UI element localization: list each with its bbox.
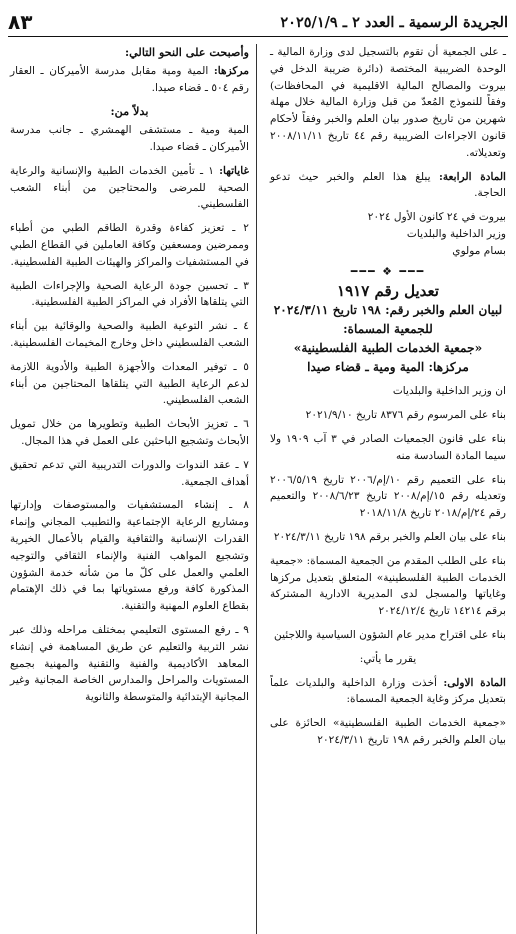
goal-9: ٩ ـ رفع المستوى التعليمي بمختلف مراحله وذلك عبر نشر التربية والتعليم عن طريق المساهمة في إنشاء المعاهد الأكاديمية والفنية والتقنية والمهنية بجميع المستويات والمراحل والمدارس الخاصة المجانية وغير المجانية الإبتدائية والمتوسطة والثانوية xyxy=(10,623,249,704)
basis-circulars: بناء على التعميم رقم ١٠/إم/٢٠٠٦ تاريخ ٢٠٠٦/٥/١٩ وتعديله رقم ١٥/إم/٢٠٠٨ تاريخ ٢٠٠٨/٦/٢٣ والتعميم رقم ٢٤/إم/٢٠١٨ تاريخ ٢٠١٨/١١/٨ xyxy=(270,473,506,520)
left-column xyxy=(10,44,249,713)
basis-request: بناء على الطلب المقدم من الجمعية المسماة: «جمعية الخدمات الطبية الفلسطينية» المتعلق بتعديل مركزها وغاياتها والمسجل لدى المديرية الادارية المشتركة برقم ١٤٢١٤ تاريخ ٢٠٢٤/١٢/٤ xyxy=(270,554,506,618)
goal-7: ٧ ـ عقد الندوات والدورات التدريبية التي تدعم تحقيق أهداف الجمعية. xyxy=(10,458,249,488)
article-1-continued: «جمعية الخدمات الطبية الفلسطينية» الحائزة على بيان العلم والخبر رقم ١٩٨ تاريخ ٢٠٢٤/٣/١١ xyxy=(270,717,506,746)
minister-intro: ان وزير الداخلية والبلديات xyxy=(392,385,506,398)
basis-law: بناء على قانون الجمعيات الصادر في ٣ آب ١٩٠٩ ولا سيما المادة السادسة منه xyxy=(270,432,506,462)
goal-6: ٦ ـ تعزيز الأبحاث الطبية وتطويرها من خلال تمويل الأبحاث وتشجيع الباحثين على العمل في هذا المجال. xyxy=(10,418,249,447)
section-separator: ━━━ ❖ ━━━ xyxy=(350,264,426,278)
article-1-label: المادة الاولى: xyxy=(443,676,506,689)
basis-proposal: بناء على اقتراح مدير عام الشؤون السياسية واللاجئين xyxy=(274,628,506,641)
goal-8: ٨ ـ إنشاء المستشفيات والمستوصفات وإدارتها ومشاريع الرعاية الإجتماعية والتطبيب المجاني وإنماء القدرات الإنسانية والثقافية والقيام بالأعمال الخيرية وتشجيع المواهب الفنية والإنماء الثقافي والتوجيه العلمي والعمل على كلّ ما من شأنه خدمة الشؤون المذكورة كافة ورفع مستوياتها بما في ذلك الإهتمام بقطاع العلوم المهنية والتقنية. xyxy=(10,499,249,613)
goal-4: ٤ ـ نشر التوعية الطبية والصحية والوقائية بين أبناء الشعب الفلسطيني داخل وخارج المخيمات الفلسطينية. xyxy=(10,320,249,349)
basis-statement: بناء على بيان العلم والخبر برقم ١٩٨ تاريخ ٢٠٢٤/٣/١١ xyxy=(273,530,506,543)
minister-name: بسام مولوي xyxy=(452,244,506,257)
page-header xyxy=(8,8,508,37)
old-headquarters: المية ومية ـ مستشفى الهمشري ـ جانب مدرسة الأميركان ـ قضاء صيدا. xyxy=(10,124,249,153)
article-4-label: المادة الرابعة: xyxy=(438,170,507,183)
article-1 xyxy=(270,675,506,709)
goal-1 xyxy=(10,163,249,213)
article-4 xyxy=(270,169,506,203)
column-divider xyxy=(256,44,257,934)
amendment-hq: مركزها: المية ومية ـ قضاء صيدا xyxy=(307,360,469,375)
amendment-assoc-name: «جمعية الخدمات الطبية الفلسطينية» xyxy=(293,341,483,356)
basis-decree: بناء على المرسوم رقم ٨٣٧٦ تاريخ ٢٠٢١/٩/١٠ xyxy=(305,409,506,422)
article-1-text: أخذت وزارة الداخلية والبلديات علماً بتعديل مركز وغاية الجمعية المسماة: xyxy=(270,676,506,706)
minister-title: وزير الداخلية والبلديات xyxy=(406,227,506,240)
hq-label: مركزها: xyxy=(213,64,249,77)
page-number: ٨٣ xyxy=(8,10,33,34)
goals-label: غاياتها: xyxy=(219,164,249,177)
gazette-title: الجريدة الرسمية ـ العدد ٢ ـ ٢٠٢٥/١/٩ xyxy=(280,13,508,31)
became-heading: وأصبحت على النحو التالي: xyxy=(124,45,249,59)
article-4-text: يبلغ هذا العلم والخبر حيث تدعو الحاجة. xyxy=(270,170,506,200)
goal-1-text: ١ ـ تأمين الخدمات الطبية والإنسانية والرعاية الصحية للمرضى والمحتاجين من أبناء الشعب الفلسطيني. xyxy=(10,164,249,211)
amendment-reference: لبيان العلم والخبر رقم: ١٩٨ تاريخ ٢٠٢٤/٣/١١ xyxy=(273,303,503,318)
amendment-title: تعديل رقم ١٩١٧ xyxy=(337,282,439,301)
goal-3: ٣ ـ تحسين جودة الرعاية الصحية والإجراءات الطبية التي يتلقاها الأفراد في المراكز الطبية الفلسطينية. xyxy=(10,279,249,309)
decides: يقرر ما يأتي: xyxy=(359,652,417,665)
amendment-assoc-label: للجمعية المسماة: xyxy=(343,322,433,337)
hq-text: المية ومية مقابل مدرسة الأميركان ـ العقار رقم ٥٠٤ ـ قضاء صيدا. xyxy=(10,64,249,94)
place-date: بيروت في ٢٤ كانون الأول ٢٠٢٤ xyxy=(367,211,506,224)
goal-5: ٥ ـ توفير المعدات والأجهزة الطبية والأدوية اللازمة لدعم الرعاية الطبية التي يتلقاها المحتاجين من أبناء الشعب الفلسطيني. xyxy=(10,360,249,407)
tax-registration-paragraph: ـ على الجمعية أن تقوم بالتسجيل لدى وزارة المالية ـ الوحدة الضريبية المختصة (دائرة ضريبة الدخل في بيروت والمصالح المالية الاقليمية في المحافظات) وفقاً للنموذج المُعدّ من قبل وزارة المالية خلال مهلة شهرين من تاريخ صدور بيان العلم والخبر وفقاً لأحكام قانون الاجراءات الضريبية رقم ٤٤ تاريخ ٢٠٠٨/١١/١١ وتعديلاته. xyxy=(270,46,506,159)
new-headquarters xyxy=(10,63,249,97)
right-column xyxy=(270,44,506,756)
goal-2: ٢ ـ تعزيز كفاءة وقدرة الطاقم الطبي من أطباء وممرضين ومسعفين وكافة العاملين في القطاع الطبي في المستشفيات والمراكز والهيئات الطبية الفلسطينية. xyxy=(10,222,249,268)
instead-heading: بدلاً من: xyxy=(110,104,149,119)
